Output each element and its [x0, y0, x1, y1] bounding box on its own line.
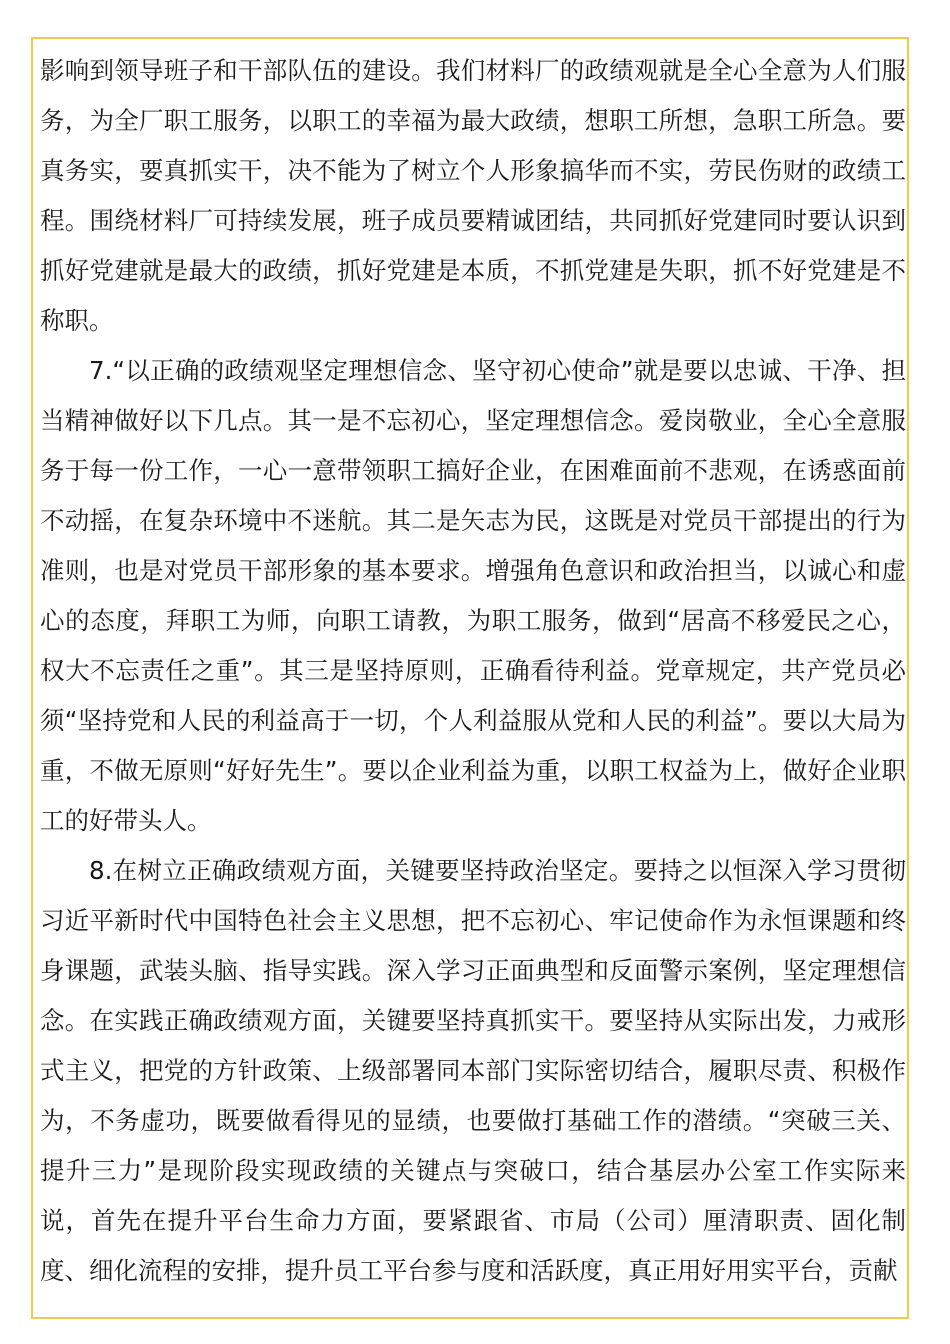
paragraph-2: 7.“以正确的政绩观坚定理想信念、坚守初心使命”就是要以忠诚、干净、担当精神做好以下几点。其一是不忘初心，坚定理想信念。爱岗敬业，全心全意服务于每一份工作，一心一意带领职工搞好企业，在困难面前不悲观，在诱惑面前不动摇，在复杂环境中不迷航。其二是矢志为民，这既是对党员干部提出的行为准则，也是对党员干部形象的基本要求。增强角色意识和政治担当，以诚心和虚心的态度，拜职工为师，向职工请教，为职工服务，做到“居高不移爱民之心，权大不忘责任之重”。其三是坚持原则，正确看待利益。党章规定，共产党员必须“坚持党和人民的利益高于一切，个人利益服从党和人民的利益”。要以大局为重，不做无原则“好好先生”。要以企业利益为重，以职工权益为上，做好企业职工的好带头人。 [40, 356, 906, 835]
paragraph-3: 8.在树立正确政绩观方面，关键要坚持政治坚定。要持之以恒深入学习贯彻习近平新时代中国特色社会主义思想，把不忘初心、牢记使命作为永恒课题和终身课题，武装头脑、指导实践。深入学习正面典型和反面警示案例，坚定理想信念。在实践正确政绩观方面，关键要坚持真抓实干。要坚持从实际出发，力戒形式主义，把党的方针政策、上级部署同本部门实际密切结合，履职尽责、积极作为，不务虚功，既要做看得见的显绩，也要做打基础工作的潜绩。“突破三关、提升三力”是现阶段实现政绩的关键点与突破口，结合基层办公室工作实际来说，首先在提升平台生命力方面，要紧跟省、市局（公司）厘清职责、固化制度、细化流程的安排，提升员工平台参与度和活跃度，真正用好用实平台，贡献 [40, 856, 906, 1285]
paragraph-1: 影响到领导班子和干部队伍的建设。我们材料厂的政绩观就是全心全意为人们服务，为全厂职工服务，以职工的幸福为最大政绩，想职工所想，急职工所急。要真务实，要真抓实干，决不能为了树立个人形象搞华而不实，劳民伤财的政绩工程。围绕材料厂可持续发展，班子成员要精诚团结，共同抓好党建同时要认识到抓好党建就是最大的政绩，抓好党建是本质，不抓党建是失职，抓不好党建是不称职。 [40, 56, 906, 335]
document-body [40, 46, 906, 1296]
